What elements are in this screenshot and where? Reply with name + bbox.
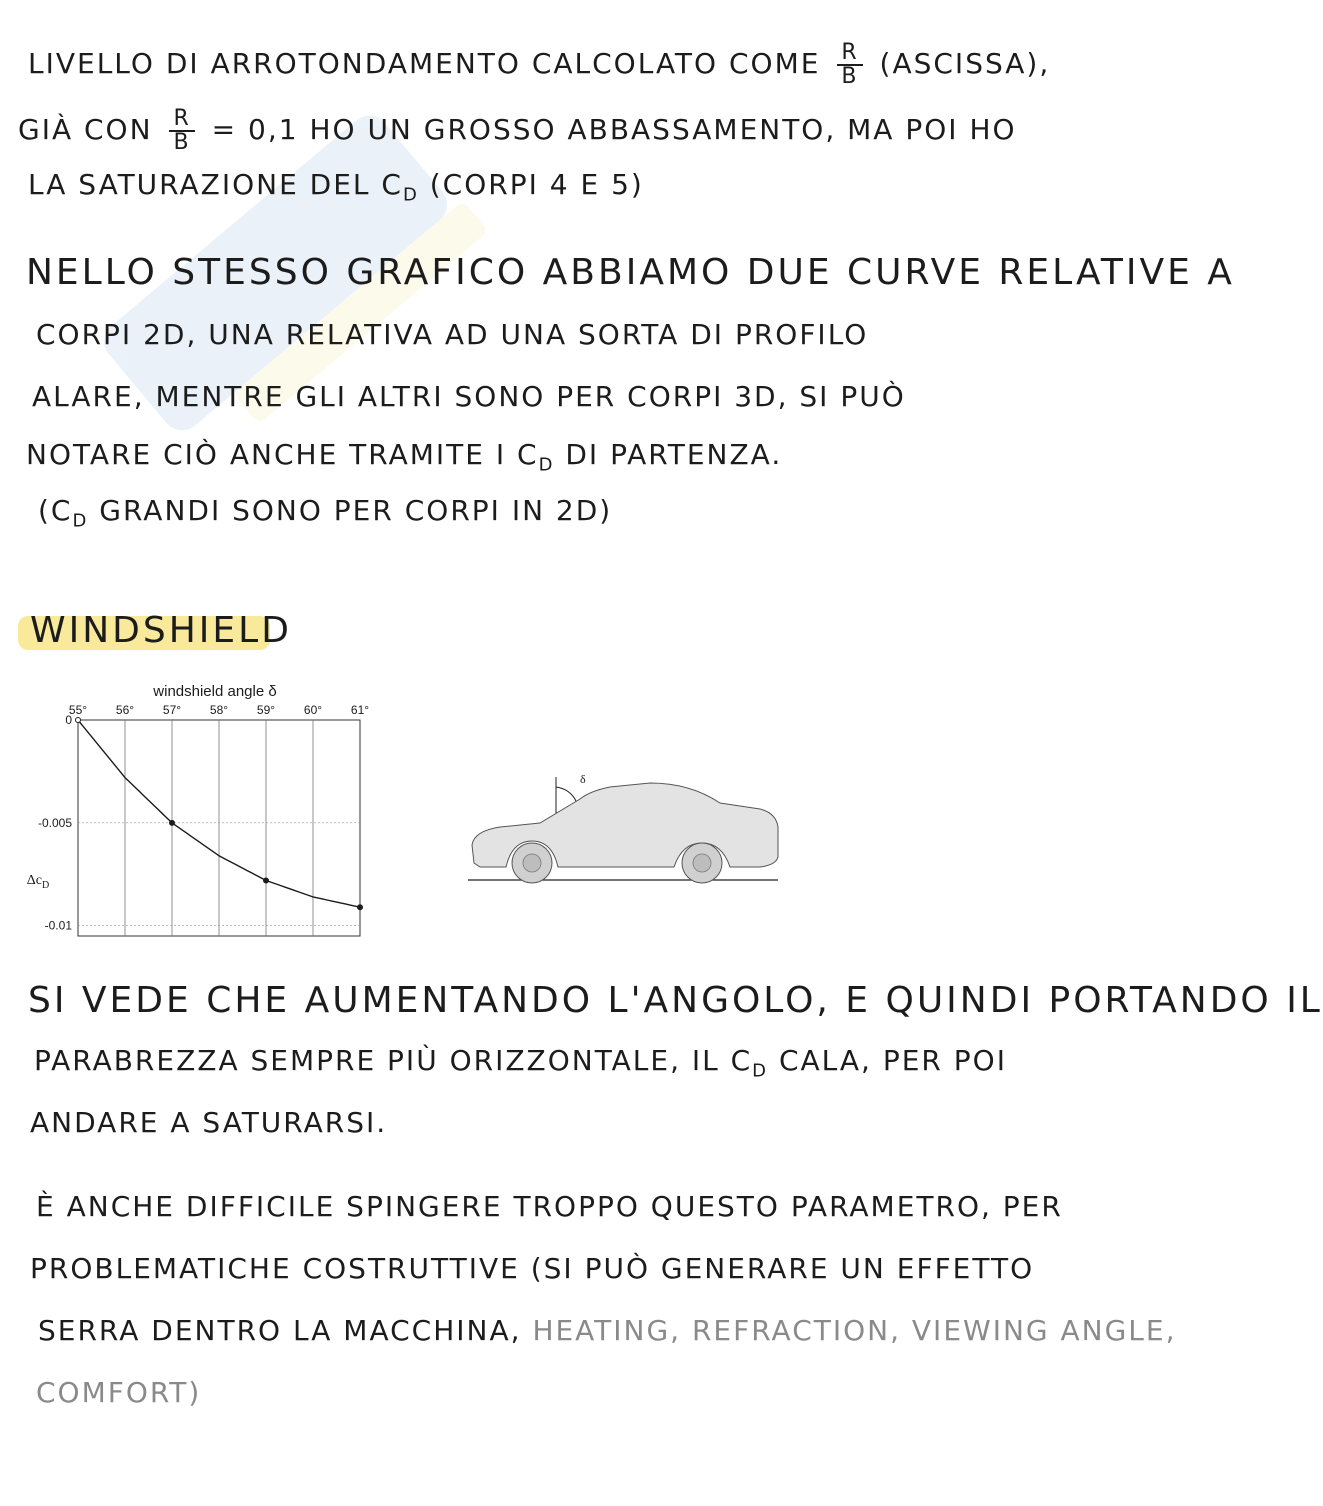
note-line-7: NOTARE CIÒ ANCHE TRAMITE I $C_D$ DI PARTENZA.: [26, 438, 783, 476]
note-line-6: ALARE, MENTRE GLI ALTRI SONO PER CORPI 3D, SI PUÒ: [32, 380, 906, 413]
note-line-4: NELLO STESSO GRAFICO ABBIAMO DUE CURVE RELATIVE A: [26, 252, 1235, 293]
para1-line-1: SI VEDE CHE AUMENTANDO L'ANGOLO, E QUINDI PORTANDO IL: [28, 980, 1323, 1021]
fraction-r-over-b: $\frac{R}{B}$: [169, 108, 194, 154]
chart-title: windshield angle δ: [153, 683, 277, 700]
fraction-r-over-b: $\frac{R}{B}$: [837, 42, 862, 88]
y-tick-label: 0: [65, 713, 72, 727]
chart-y-ticks: [38, 713, 72, 933]
x-tick-label: 56°: [115, 703, 135, 717]
note-line-3: LA SATURAZIONE DEL $C_D$ (CORPI 4 E 5): [28, 168, 644, 206]
chart-y-axis-label: [27, 873, 49, 891]
rear-wheel-hub: [693, 854, 711, 872]
chart-point: [358, 905, 363, 910]
para2-line-1: È ANCHE DIFFICILE SPINGERE TROPPO QUESTO PARAMETRO, PER: [36, 1190, 1063, 1223]
x-tick-label: 60°: [303, 703, 323, 717]
front-wheel-hub: [523, 854, 541, 872]
x-tick-label: 55°: [68, 703, 88, 717]
angle-arc: [556, 787, 576, 801]
chart-point: [76, 718, 81, 723]
chart-point: [264, 878, 269, 883]
note-line-8: ($C_D$ GRANDI SONO PER CORPI IN 2D): [38, 494, 613, 532]
x-tick-label: 61°: [350, 703, 370, 717]
angle-label: δ: [580, 772, 586, 786]
para2-line-2: PROBLEMATICHE COSTRUTTIVE (SI PUÒ GENERARE UN EFFETTO: [30, 1252, 1035, 1285]
para2-line-4: COMFORT): [36, 1376, 202, 1409]
para1-line-2: PARABREZZA SEMPRE PIÙ ORIZZONTALE, IL $C_D$ CALA, PER POI: [34, 1044, 1007, 1082]
para2-line-3: SERRA DENTRO LA MACCHINA, HEATING, REFRACTION, VIEWING ANGLE,: [38, 1314, 1177, 1347]
x-tick-label: 59°: [256, 703, 276, 717]
windshield-angle-chart: [0, 676, 400, 946]
para1-line-3: ANDARE A SATURARSI.: [30, 1106, 388, 1139]
chart-x-ticks: [69, 703, 369, 717]
note-line-2: GIÀ CON $\frac{R}{B}$ = 0,1 HO UN GROSSO ABBASSAMENTO, MA POI HO: [18, 106, 1017, 155]
note-line-5: CORPI 2D, UNA RELATIVA AD UNA SORTA DI PROFILO: [36, 318, 869, 351]
chart-point: [170, 820, 175, 825]
svg-text:ΔcD: $\Delta c_D$: [26, 873, 50, 891]
section-heading-windshield: WINDSHIELD: [30, 610, 292, 651]
y-tick-label: -0.005: [37, 815, 72, 830]
car-side-illustration: [460, 765, 785, 890]
note-line-1: LIVELLO DI ARROTONDAMENTO CALCOLATO COME $\frac{R}{B}$ (ASCISSA),: [28, 40, 1051, 89]
chart-grid: [78, 720, 360, 936]
y-tick-label: -0.01: [44, 918, 72, 933]
x-tick-label: 58°: [209, 703, 229, 717]
x-tick-label: 57°: [162, 703, 182, 717]
